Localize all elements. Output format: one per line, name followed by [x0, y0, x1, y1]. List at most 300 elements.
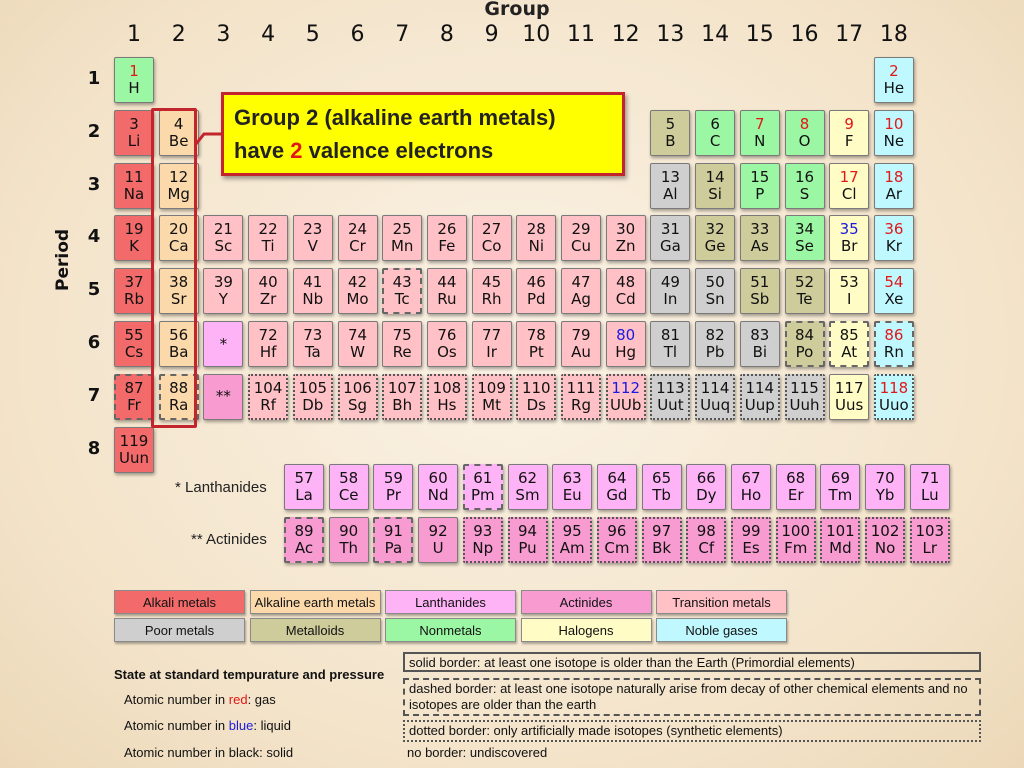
- atomic-number: 50: [705, 273, 725, 292]
- atomic-number: 42: [347, 273, 368, 292]
- element-cell[interactable]: [695, 215, 735, 261]
- element-cell[interactable]: [472, 321, 512, 367]
- element-cell[interactable]: [829, 110, 869, 156]
- element-symbol: At: [841, 343, 858, 361]
- atomic-number: 61: [473, 469, 493, 487]
- element-cell[interactable]: [114, 268, 154, 314]
- element-cell[interactable]: [561, 215, 601, 261]
- element-cell[interactable]: [650, 215, 690, 261]
- atomic-number: 53: [839, 273, 859, 292]
- element-cell[interactable]: [516, 374, 556, 420]
- element-cell[interactable]: [427, 215, 467, 261]
- element-symbol: Pr: [385, 486, 401, 504]
- atomic-number: 73: [303, 326, 323, 344]
- element-symbol: Th: [339, 539, 359, 557]
- element-symbol: Ra: [169, 395, 189, 414]
- element-symbol: Rh: [481, 290, 502, 309]
- element-cell[interactable]: [785, 321, 825, 367]
- element-symbol: Ge: [704, 237, 726, 256]
- element-cell[interactable]: [740, 321, 780, 367]
- element-symbol: Sb: [750, 290, 770, 309]
- atomic-number: 30: [616, 220, 636, 239]
- element-cell[interactable]: [910, 517, 950, 563]
- element-cell[interactable]: [785, 268, 825, 314]
- atomic-number: 79: [571, 326, 591, 344]
- atomic-number: 25: [392, 220, 412, 239]
- atomic-number: 81: [660, 326, 680, 344]
- element-cell[interactable]: [203, 321, 243, 367]
- element-cell[interactable]: [874, 321, 914, 367]
- element-cell[interactable]: [293, 321, 333, 367]
- element-symbol: Np: [472, 539, 494, 557]
- atomic-number: 105: [298, 378, 328, 397]
- atomic-number: 62: [517, 469, 538, 487]
- element-cell[interactable]: [516, 268, 556, 314]
- element-cell[interactable]: [829, 374, 869, 420]
- group-number: 13: [656, 22, 685, 47]
- element-symbol: Lu: [920, 486, 939, 504]
- atomic-number: 4: [173, 114, 184, 133]
- element-cell[interactable]: [418, 464, 458, 510]
- group-number: 2: [171, 22, 186, 47]
- element-symbol: Pd: [527, 290, 546, 309]
- element-symbol: Uuh: [789, 395, 820, 414]
- element-symbol: Au: [571, 343, 591, 361]
- element-cell[interactable]: [373, 517, 413, 563]
- element-symbol: Y: [218, 290, 228, 309]
- element-cell[interactable]: [695, 374, 735, 420]
- element-cell[interactable]: [203, 215, 243, 261]
- element-cell[interactable]: [203, 268, 243, 314]
- element-cell[interactable]: [114, 427, 154, 473]
- element-symbol: Bh: [392, 395, 413, 414]
- element-symbol: Hf: [259, 343, 277, 361]
- element-symbol: Cm: [604, 539, 630, 557]
- atomic-number: 2: [889, 62, 899, 80]
- element-cell[interactable]: [865, 464, 905, 510]
- atomic-number: 48: [616, 273, 636, 292]
- atomic-number: 47: [571, 273, 591, 292]
- atomic-number: 40: [258, 273, 278, 292]
- group-number: 7: [395, 22, 410, 47]
- legend-item: Actinides: [521, 590, 652, 614]
- atomic-number: 101: [826, 522, 855, 540]
- element-symbol: Se: [795, 237, 814, 256]
- atomic-number: 19: [124, 220, 144, 239]
- element-symbol: Pb: [705, 343, 725, 361]
- period-number: 5: [87, 279, 101, 301]
- element-cell[interactable]: [785, 374, 825, 420]
- atomic-number: 39: [213, 273, 233, 292]
- atomic-number: 106: [343, 378, 372, 397]
- element-symbol: Ca: [168, 237, 189, 256]
- element-cell[interactable]: [606, 215, 646, 261]
- element-cell[interactable]: [114, 57, 154, 103]
- element-symbol: U: [432, 539, 444, 557]
- element-symbol: Cd: [615, 290, 636, 309]
- element-symbol: Cr: [349, 237, 366, 256]
- element-cell[interactable]: [874, 110, 914, 156]
- atomic-number: 80: [616, 326, 636, 344]
- element-cell[interactable]: [329, 464, 369, 510]
- element-symbol: B: [665, 131, 676, 150]
- element-cell[interactable]: [248, 321, 288, 367]
- atomic-number: 96: [607, 522, 627, 540]
- callout-line-1: Group 2 (alkaline earth metals): [234, 105, 556, 130]
- element-cell[interactable]: [382, 321, 422, 367]
- element-cell[interactable]: [606, 268, 646, 314]
- element-symbol: Uus: [835, 395, 864, 414]
- element-cell[interactable]: [820, 464, 860, 510]
- element-symbol: Pu: [518, 539, 537, 557]
- element-cell[interactable]: [650, 321, 690, 367]
- element-symbol: Cf: [698, 539, 715, 557]
- element-cell[interactable]: [695, 110, 735, 156]
- atomic-number: 44: [437, 273, 457, 292]
- element-symbol: Tb: [652, 486, 671, 504]
- atomic-number: 83: [750, 326, 770, 344]
- atomic-number: 29: [571, 220, 591, 239]
- element-cell[interactable]: [874, 374, 914, 420]
- element-cell[interactable]: [418, 517, 458, 563]
- atomic-number: 82: [705, 326, 725, 344]
- element-cell[interactable]: [695, 321, 735, 367]
- legend-item: Noble gases: [656, 618, 787, 642]
- atomic-number: 99: [741, 522, 761, 540]
- element-symbol: C: [709, 131, 721, 150]
- element-cell[interactable]: [686, 517, 726, 563]
- element-symbol: Li: [127, 131, 141, 150]
- atomic-number: 112: [611, 378, 640, 397]
- atomic-number: 11: [124, 167, 144, 186]
- element-cell[interactable]: [785, 163, 825, 209]
- element-cell[interactable]: [284, 517, 324, 563]
- element-cell[interactable]: [248, 374, 288, 420]
- element-cell[interactable]: [874, 268, 914, 314]
- atomic-number: 23: [303, 220, 323, 239]
- element-symbol: W: [350, 343, 365, 361]
- atomic-number: 115: [790, 378, 819, 397]
- element-cell[interactable]: [516, 215, 556, 261]
- element-cell[interactable]: [552, 464, 592, 510]
- state-title: State at standard tempurature and pressure: [114, 667, 385, 682]
- element-symbol: Co: [481, 237, 502, 256]
- element-cell[interactable]: [650, 110, 690, 156]
- atomic-number: 110: [521, 378, 551, 397]
- atomic-number: 12: [169, 167, 189, 186]
- atomic-number: 93: [473, 522, 493, 540]
- element-cell[interactable]: [338, 374, 378, 420]
- element-cell[interactable]: [606, 374, 646, 420]
- element-symbol: As: [750, 237, 769, 256]
- element-symbol: Rg: [571, 395, 591, 414]
- period-number: 8: [87, 437, 101, 459]
- element-symbol: Lr: [922, 539, 938, 557]
- element-cell[interactable]: [114, 110, 154, 156]
- element-cell[interactable]: [508, 517, 548, 563]
- element-symbol: Ho: [740, 486, 762, 504]
- atomic-number: 84: [794, 326, 815, 344]
- element-cell[interactable]: [293, 215, 333, 261]
- element-symbol: Mn: [390, 237, 414, 256]
- element-cell[interactable]: [382, 215, 422, 261]
- group-number: 10: [522, 22, 551, 47]
- element-symbol: K: [129, 237, 139, 256]
- element-cell[interactable]: [910, 464, 950, 510]
- element-cell[interactable]: [472, 268, 512, 314]
- element-symbol: La: [295, 486, 313, 504]
- group-number: 8: [439, 22, 454, 47]
- atomic-number: 15: [750, 167, 770, 186]
- element-cell[interactable]: [382, 268, 422, 314]
- element-cell[interactable]: [695, 163, 735, 209]
- element-cell[interactable]: [561, 374, 601, 420]
- element-cell[interactable]: [865, 517, 905, 563]
- element-cell[interactable]: [329, 517, 369, 563]
- element-symbol: Uut: [657, 395, 684, 414]
- element-cell[interactable]: [561, 268, 601, 314]
- atomic-number: 1: [129, 62, 139, 80]
- atomic-number: 75: [392, 326, 412, 344]
- element-cell[interactable]: [740, 268, 780, 314]
- atomic-number: 89: [294, 522, 314, 540]
- atomic-number: 26: [437, 220, 457, 239]
- element-cell[interactable]: [829, 163, 869, 209]
- element-cell[interactable]: [338, 215, 378, 261]
- element-cell[interactable]: [338, 268, 378, 314]
- element-cell[interactable]: [597, 517, 637, 563]
- element-symbol: Ga: [659, 237, 681, 256]
- valence-count: 2: [290, 138, 303, 163]
- group-number: 9: [484, 22, 499, 47]
- callout-line-2: have 2 valence electrons: [234, 138, 494, 163]
- atomic-number: 68: [786, 469, 806, 487]
- element-cell[interactable]: [472, 215, 512, 261]
- element-symbol: Kr: [885, 237, 902, 256]
- atomic-number: 58: [339, 469, 359, 487]
- element-symbol: UUb: [609, 395, 642, 414]
- group-2-highlight: [151, 108, 197, 428]
- atomic-number: 67: [741, 469, 761, 487]
- element-cell[interactable]: [874, 57, 914, 103]
- atomic-number: 57: [294, 469, 314, 487]
- element-symbol: Al: [663, 184, 678, 203]
- atomic-number: 21: [213, 220, 233, 239]
- legend-item: Transition metals: [656, 590, 787, 614]
- element-cell[interactable]: [463, 517, 503, 563]
- element-cell[interactable]: [463, 464, 503, 510]
- group-number: 14: [701, 22, 730, 47]
- element-cell[interactable]: [248, 215, 288, 261]
- group-number: 18: [879, 22, 908, 47]
- atomic-number: 5: [665, 114, 676, 133]
- callout-connector: [196, 132, 224, 146]
- element-cell[interactable]: [740, 163, 780, 209]
- element-cell[interactable]: [776, 517, 816, 563]
- element-cell[interactable]: [740, 374, 780, 420]
- period-axis-title: Period: [53, 228, 73, 291]
- atomic-number: 16: [794, 167, 815, 186]
- element-cell[interactable]: [114, 321, 154, 367]
- element-cell[interactable]: [114, 163, 154, 209]
- atomic-number: 111: [566, 378, 596, 397]
- element-cell[interactable]: [740, 110, 780, 156]
- element-symbol: Yb: [875, 486, 895, 504]
- atomic-number: 22: [258, 220, 278, 239]
- atomic-number: 45: [482, 273, 502, 292]
- element-symbol: Ar: [885, 184, 903, 203]
- element-cell[interactable]: [686, 464, 726, 510]
- atomic-number: 7: [755, 114, 765, 133]
- element-cell[interactable]: [829, 321, 869, 367]
- group-2-callout: [221, 92, 625, 176]
- element-cell[interactable]: [785, 215, 825, 261]
- element-cell[interactable]: [114, 374, 154, 420]
- atomic-number: 102: [870, 522, 900, 540]
- atomic-number: 54: [884, 273, 904, 292]
- atomic-number: 20: [169, 220, 189, 239]
- element-cell[interactable]: [606, 321, 646, 367]
- atomic-number: 66: [696, 469, 716, 487]
- element-symbol: Dy: [696, 486, 717, 504]
- period-number: 4: [87, 226, 101, 248]
- element-symbol: Mg: [167, 184, 190, 203]
- element-symbol: Xe: [884, 290, 904, 309]
- atomic-number: 60: [428, 469, 448, 487]
- atomic-number: 33: [750, 220, 770, 239]
- element-cell[interactable]: [516, 321, 556, 367]
- atomic-number: 32: [705, 220, 725, 239]
- element-symbol: Es: [742, 539, 760, 557]
- state-gas: Atomic number in red: gas: [124, 692, 276, 707]
- group-number: 6: [350, 22, 365, 47]
- atomic-number: 87: [124, 378, 144, 397]
- element-symbol: Cl: [841, 184, 857, 203]
- element-cell[interactable]: [829, 215, 869, 261]
- legend-item: Lanthanides: [385, 590, 516, 614]
- element-symbol: Ne: [883, 131, 905, 150]
- atomic-number: 14: [705, 167, 725, 186]
- element-symbol: Nd: [427, 486, 449, 504]
- element-cell[interactable]: [373, 464, 413, 510]
- atomic-number: 6: [710, 114, 720, 133]
- atomic-number: 55: [124, 326, 144, 344]
- element-symbol: Uuq: [700, 395, 731, 414]
- element-cell[interactable]: [874, 215, 914, 261]
- element-symbol: Hg: [615, 343, 637, 361]
- atomic-number: 103: [915, 522, 945, 540]
- element-cell[interactable]: [284, 464, 324, 510]
- element-symbol: Mt: [482, 395, 501, 414]
- element-cell[interactable]: [642, 517, 682, 563]
- element-cell[interactable]: [650, 163, 690, 209]
- element-symbol: Tl: [663, 343, 678, 361]
- element-cell[interactable]: [472, 374, 512, 420]
- legend-item: Halogens: [521, 618, 652, 642]
- element-symbol: Ta: [304, 343, 321, 361]
- element-symbol: Rn: [883, 343, 904, 361]
- element-cell[interactable]: [427, 268, 467, 314]
- element-symbol: Uup: [744, 395, 775, 414]
- group-number: 5: [305, 22, 320, 47]
- element-symbol: Fm: [784, 539, 808, 557]
- atomic-number: 34: [794, 220, 815, 239]
- element-cell[interactable]: [338, 321, 378, 367]
- atomic-number: 59: [383, 469, 403, 487]
- atomic-number: 36: [884, 220, 904, 239]
- element-cell[interactable]: [642, 464, 682, 510]
- element-symbol: Br: [840, 237, 858, 256]
- element-symbol: In: [663, 290, 678, 309]
- atomic-number: 24: [347, 220, 368, 239]
- atomic-number: 43: [392, 273, 412, 292]
- element-cell[interactable]: [293, 374, 333, 420]
- element-symbol: Fr: [127, 395, 141, 414]
- atomic-number: 90: [339, 522, 359, 540]
- element-cell[interactable]: [785, 110, 825, 156]
- element-symbol: Bi: [752, 343, 768, 361]
- element-cell[interactable]: [650, 268, 690, 314]
- element-symbol: Tm: [828, 486, 853, 504]
- element-symbol: Ac: [294, 539, 314, 557]
- atomic-number: 69: [830, 469, 850, 487]
- element-cell[interactable]: [382, 374, 422, 420]
- element-symbol: Zn: [615, 237, 636, 256]
- atomic-number: 65: [652, 469, 672, 487]
- element-symbol: Gd: [606, 486, 628, 504]
- element-cell[interactable]: [114, 215, 154, 261]
- group-number: 1: [127, 22, 141, 47]
- element-cell[interactable]: [776, 464, 816, 510]
- element-cell[interactable]: [597, 464, 637, 510]
- atomic-number: 114: [745, 378, 775, 397]
- atomic-number: 114: [700, 378, 730, 397]
- atomic-number: 70: [875, 469, 895, 487]
- element-symbol: Cu: [571, 237, 591, 256]
- element-cell[interactable]: [820, 517, 860, 563]
- element-cell[interactable]: [829, 268, 869, 314]
- element-symbol: Rf: [260, 395, 276, 414]
- element-symbol: S: [799, 184, 810, 203]
- element-symbol: Ag: [571, 290, 591, 309]
- atomic-number: 72: [258, 326, 278, 344]
- element-cell[interactable]: [650, 374, 690, 420]
- atomic-number: 91: [383, 522, 403, 540]
- element-symbol: V: [307, 237, 318, 256]
- element-cell[interactable]: [427, 374, 467, 420]
- element-cell[interactable]: [874, 163, 914, 209]
- element-cell[interactable]: [508, 464, 548, 510]
- atomic-number: 85: [839, 326, 859, 344]
- border-none-note: no border: undiscovered: [407, 745, 548, 760]
- atomic-number: 100: [781, 522, 810, 540]
- element-cell[interactable]: [695, 268, 735, 314]
- element-cell[interactable]: [731, 464, 771, 510]
- element-cell[interactable]: [248, 268, 288, 314]
- element-cell[interactable]: [203, 374, 243, 420]
- element-cell[interactable]: [552, 517, 592, 563]
- element-symbol: H: [128, 79, 140, 97]
- atomic-number: 117: [834, 378, 864, 397]
- element-cell[interactable]: [740, 215, 780, 261]
- atomic-number: 119: [119, 431, 149, 450]
- element-cell[interactable]: [293, 268, 333, 314]
- element-cell[interactable]: [427, 321, 467, 367]
- atomic-number: 38: [169, 273, 189, 292]
- element-cell[interactable]: [731, 517, 771, 563]
- element-cell[interactable]: [561, 321, 601, 367]
- element-symbol: Sn: [705, 290, 725, 309]
